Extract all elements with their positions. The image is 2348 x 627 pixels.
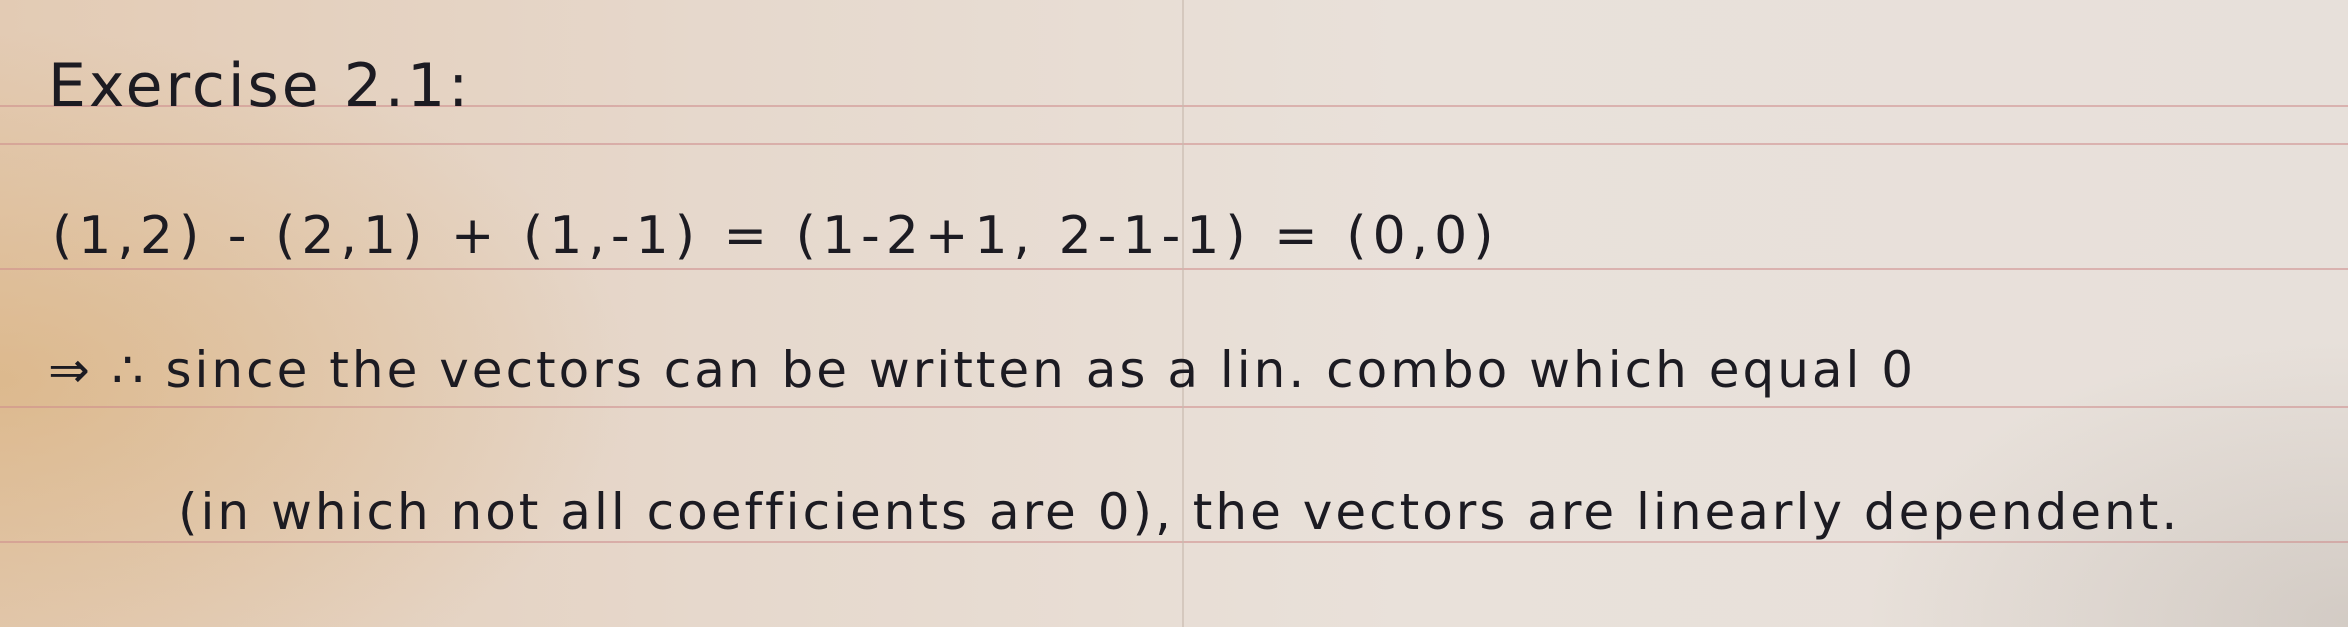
- ruled-line: [0, 406, 2348, 408]
- exercise-title: Exercise 2.1:: [48, 51, 472, 121]
- ruled-line: [0, 541, 2348, 543]
- conclusion-line-2: (in which not all coefficients are 0), the vectors are linearly dependent.: [178, 483, 2181, 541]
- vector-equation: (1,2) - (2,1) + (1,-1) = (1-2+1, 2-1-1) = (0,0): [52, 206, 1500, 266]
- conclusion-line-1: ⇒ ∴ since the vectors can be written as a lin. combo which equal 0: [48, 341, 1917, 399]
- ruled-line: [0, 268, 2348, 270]
- ruled-line: [0, 143, 2348, 145]
